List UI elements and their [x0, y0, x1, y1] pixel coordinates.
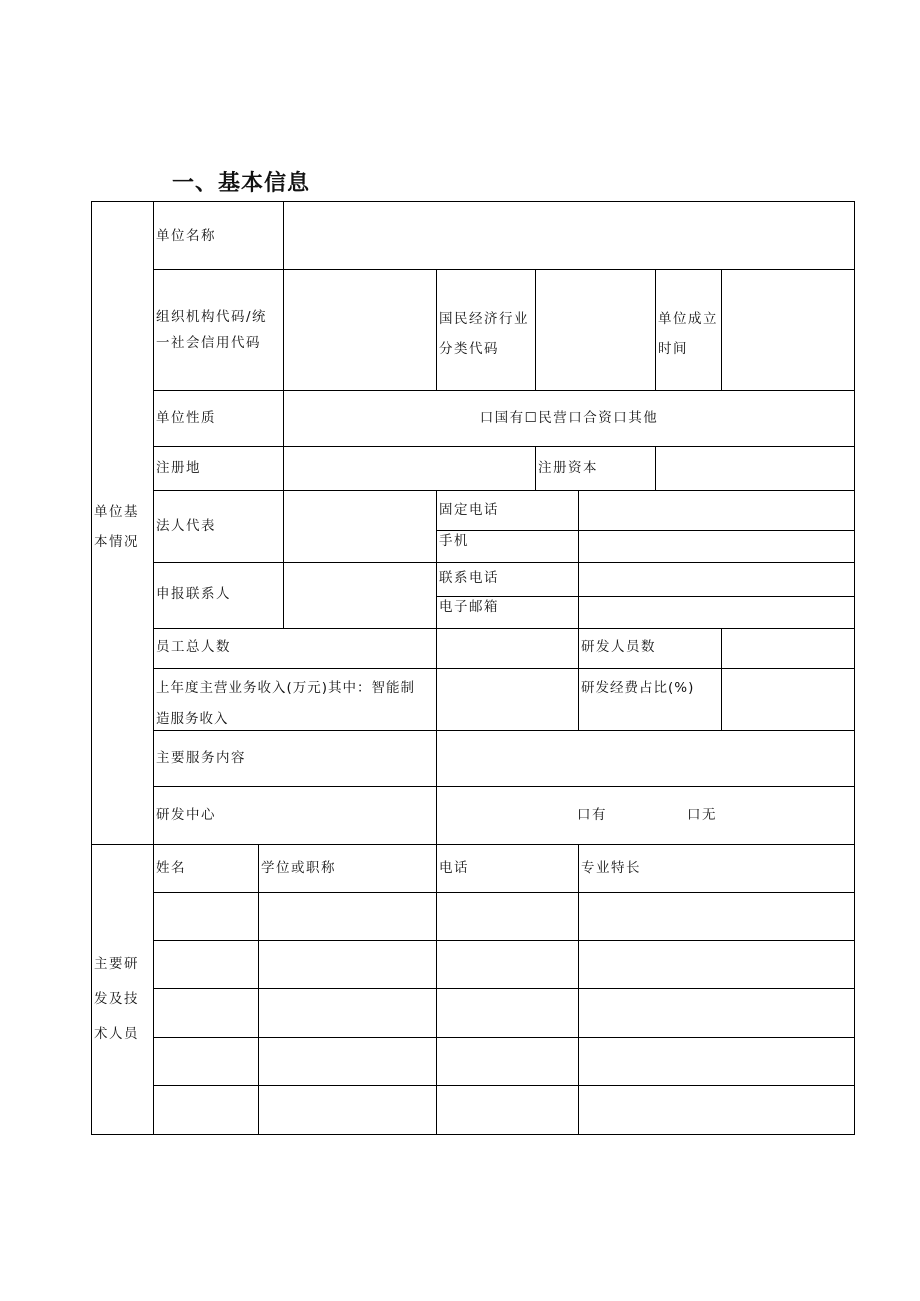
- personnel-title-cell[interactable]: [259, 893, 436, 940]
- section-divider: [91, 844, 855, 845]
- personnel-name-cell[interactable]: [154, 1038, 258, 1085]
- row-divider: [153, 390, 855, 391]
- unit-name-label: 单位名称: [156, 228, 216, 244]
- industry-code-label: [439, 304, 529, 364]
- rd-ratio-field[interactable]: [722, 669, 854, 730]
- personnel-title-cell[interactable]: [259, 1086, 436, 1134]
- label-line: 分类代码: [439, 341, 499, 357]
- personnel-specialty-cell[interactable]: [579, 941, 854, 988]
- personnel-name-cell[interactable]: [154, 989, 258, 1037]
- group-label-line: 本情况: [94, 534, 139, 550]
- legal-rep-label: 法人代表: [156, 518, 216, 534]
- col-divider: [436, 269, 437, 390]
- label-line: 一社会信用代码: [156, 335, 261, 351]
- label-line: 国民经济行业: [439, 311, 529, 327]
- unit-nature-options[interactable]: 口国有☐民营口合资口其他: [479, 410, 659, 426]
- label-line: 上年度主营业务收入(万元)其中：智能制: [156, 680, 416, 696]
- table-border-left: [91, 201, 92, 1135]
- reg-place-label: 注册地: [156, 460, 201, 476]
- rd-staff-label: 研发人员数: [581, 639, 656, 655]
- col-divider: [655, 269, 656, 390]
- revenue-field[interactable]: [437, 669, 578, 730]
- industry-code-field[interactable]: [536, 270, 655, 390]
- group-label-line: 主要研: [94, 956, 139, 972]
- unit-nature-label: 单位性质: [156, 410, 216, 426]
- total-staff-field[interactable]: [437, 629, 578, 668]
- personnel-name-cell[interactable]: [154, 1086, 258, 1134]
- mobile-field[interactable]: [579, 531, 854, 562]
- contact-phone-label: 联系电话: [439, 570, 499, 586]
- personnel-specialty-cell[interactable]: [579, 1086, 854, 1134]
- personnel-name-cell[interactable]: [154, 893, 258, 940]
- col-divider: [436, 490, 437, 628]
- table-border-bottom: [91, 1134, 855, 1135]
- label-line: 造服务收入: [156, 711, 229, 727]
- personnel-header-title: 学位或职称: [261, 860, 336, 876]
- label-line: 组织机构代码/统: [156, 309, 268, 325]
- total-staff-label: 员工总人数: [156, 639, 231, 655]
- rd-ratio-label: 研发经费占比(%): [581, 680, 695, 696]
- reg-capital-field[interactable]: [656, 447, 854, 490]
- email-label: 电子邮箱: [439, 599, 499, 615]
- contact-person-field[interactable]: [284, 563, 436, 628]
- label-line: 时间: [658, 341, 688, 357]
- rd-center-yes-option[interactable]: 口有: [577, 807, 607, 823]
- landline-field[interactable]: [579, 491, 854, 530]
- contact-phone-field[interactable]: [579, 563, 854, 596]
- personnel-phone-cell[interactable]: [437, 1086, 578, 1134]
- rd-center-no-option[interactable]: 口无: [687, 807, 717, 823]
- personnel-name-cell[interactable]: [154, 941, 258, 988]
- personnel-header-specialty: 专业特长: [581, 860, 641, 876]
- revenue-label: [156, 673, 415, 735]
- page-title: 一、基本信息: [172, 171, 311, 196]
- landline-label: 固定电话: [439, 502, 499, 518]
- row-divider: [153, 786, 855, 787]
- personnel-title-cell[interactable]: [259, 1038, 436, 1085]
- main-service-label: 主要服务内容: [156, 750, 246, 766]
- founded-label: [658, 304, 718, 364]
- group-label-line: 术人员: [94, 1026, 139, 1042]
- personnel-specialty-cell[interactable]: [579, 989, 854, 1037]
- personnel-phone-cell[interactable]: [437, 1038, 578, 1085]
- group-label-line: 单位基: [94, 504, 139, 520]
- legal-rep-field[interactable]: [284, 491, 436, 562]
- founded-date-field[interactable]: [722, 270, 854, 390]
- personnel-title-cell[interactable]: [259, 941, 436, 988]
- rd-center-label: 研发中心: [156, 807, 216, 823]
- personnel-specialty-cell[interactable]: [579, 893, 854, 940]
- personnel-header-name: 姓名: [156, 860, 186, 876]
- col-divider: [578, 628, 579, 730]
- personnel-phone-cell[interactable]: [437, 893, 578, 940]
- personnel-phone-cell[interactable]: [437, 941, 578, 988]
- personnel-specialty-cell[interactable]: [579, 1038, 854, 1085]
- personnel-group-label: [94, 947, 150, 1052]
- org-code-field[interactable]: [284, 270, 436, 390]
- personnel-header-phone: 电话: [439, 860, 469, 876]
- basic-info-table: [91, 201, 855, 1135]
- main-service-field[interactable]: [437, 731, 854, 786]
- org-code-label: [156, 304, 267, 356]
- label-line: 单位成立: [658, 311, 718, 327]
- reg-place-field[interactable]: [284, 447, 535, 490]
- contact-person-label: 申报联系人: [156, 586, 231, 602]
- email-field[interactable]: [579, 597, 854, 628]
- mobile-label: 手机: [439, 533, 469, 549]
- col-divider: [535, 446, 536, 490]
- unit-name-field[interactable]: [284, 202, 854, 269]
- personnel-phone-cell[interactable]: [437, 989, 578, 1037]
- rd-staff-field[interactable]: [722, 629, 854, 668]
- group-label-line: 发及技: [94, 991, 139, 1007]
- reg-capital-label: 注册资本: [538, 460, 598, 476]
- unit-basic-group-label: [94, 497, 150, 557]
- personnel-title-cell[interactable]: [259, 989, 436, 1037]
